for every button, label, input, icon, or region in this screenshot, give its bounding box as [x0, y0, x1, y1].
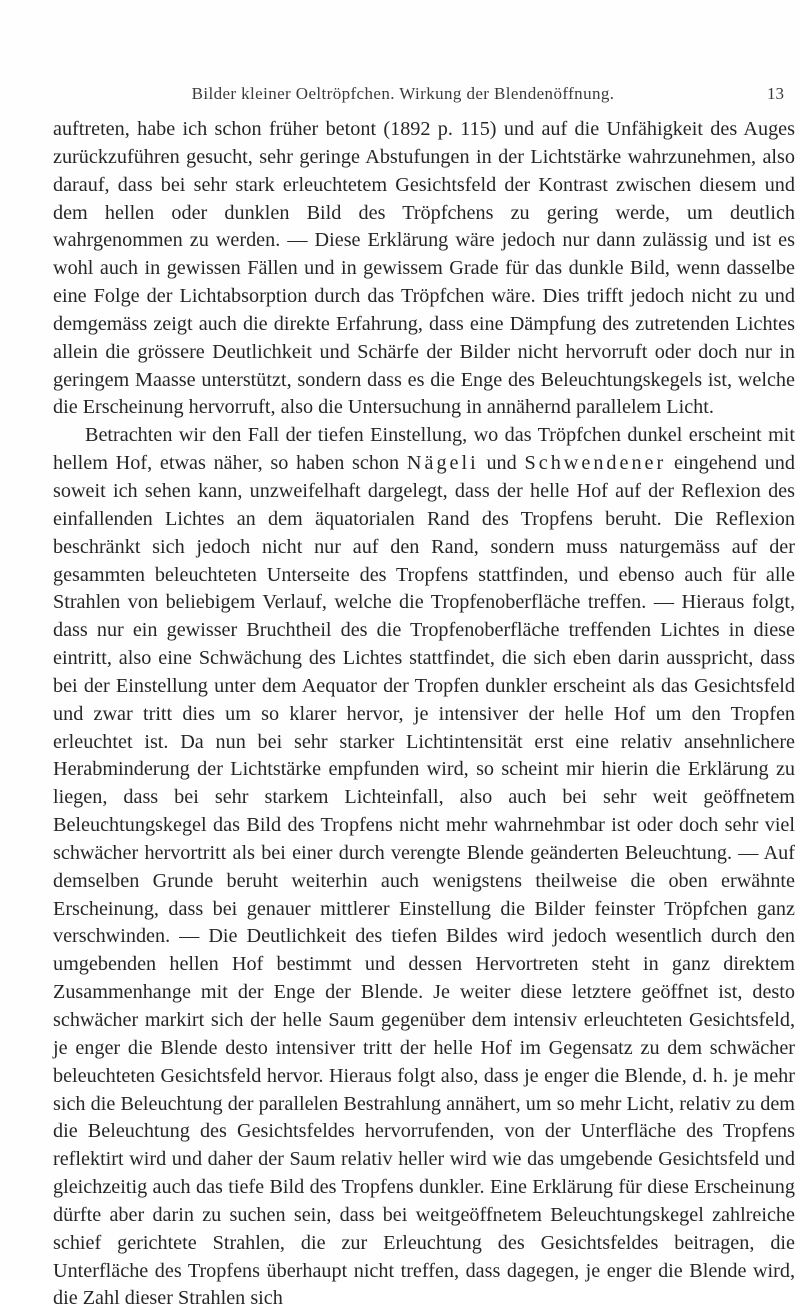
- body-text: [53, 116, 795, 1313]
- paragraph-text: und: [478, 452, 525, 475]
- running-title: Bilder kleiner Oeltröpfchen. Wirkung der Blendenöffnung.: [191, 84, 615, 103]
- paragraph-2: [53, 422, 795, 1313]
- author-name-schwendener: Schwendener: [524, 452, 667, 475]
- paragraph-1: [53, 116, 795, 422]
- paragraph-text: Betrachten wir den Fall der tiefen Einstellung, wo das Tröpfchen dunkel erscheint mit hellem Hof, etwas näher, so haben schon: [53, 424, 795, 475]
- page-number: 13: [767, 84, 784, 103]
- paragraph-text: eingehend und soweit ich sehen kann, unzweifelhaft dargelegt, dass der helle Hof auf der Reflexion des einfallenden Lichtes an dem äquatorialen Rand des Tropfens beruht. Die Reflexion beschränkt sich jedoch nicht nur auf den Rand, sondern muss naturgemäss auf der gesammten beleuchteten Unterseite des Tropfens stattfinden, und ebenso auch für alle Strahlen von beliebigem Verlauf, welche die Tropfenoberfläche treffen. — Hieraus folgt, dass nur ein gewisser Bruchtheil des die Tropfenoberfläche treffenden Lichtes in diese eintritt, also eine Schwächung des Lichtes stattfindet, die sich eben darin ausspricht, dass bei der Einstellung unter dem Aequator der Tropfen dunkler erscheint als das Gesichtsfeld und zwar tritt dies um so klarer hervor, je intensiver der helle Hof um den Tropfen erleuchtet ist. Da nun bei sehr starker Lichtintensität erst eine relativ ansehnlichere Herabminderung der Lichtstärke empfunden wird, so scheint mir hierin die Erklärung zu liegen, dass bei sehr starkem Lichteinfall, also auch bei sehr weit geöffnetem Beleuchtungskegel das Bild des Tropfens nicht mehr wahrnehmbar ist oder doch sehr viel schwächer hervortritt als bei einer durch verengte Blende geänderten Beleuchtung. — Auf demselben Grunde beruht weiterhin auch wenigstens theilweise die oben erwähnte Erscheinung, dass bei genauer mittlerer Einstellung die Bilder feinster Tröpfchen ganz verschwinden. — Die Deutlichkeit des tiefen Bildes wird jedoch wesentlich durch den umgebenden hellen Hof bestimmt und dessen Hervortreten steht in ganz direktem Zusammenhange mit der Enge der Blende. Je weiter diese letztere geöffnet ist, desto schwächer markirt sich der helle Saum gegenüber dem intensiv erleuchteten Gesichtsfeld, je enger die Blende desto intensiver tritt der helle Hof im Gegensatz zu dem schwächer beleuchteten Gesichtsfeld hervor. Hieraus folgt also, dass je enger die Blende, d. h. je mehr sich die Beleuchtung der parallelen Bestrahlung annähert, um so mehr Licht, relativ zu dem die Beleuchtung des Gesichtsfeldes hervorrufenden, von der Unterfläche des Tropfens reflektirt wird und daher der Saum relativ heller wird wie das umgebende Gesichtsfeld und gleichzeitig auch das tiefe Bild des Tropfens dunkler. Eine Erklärung für diese Erscheinung dürfte aber darin zu suchen sein, dass bei weitgeöffnetem Beleuchtungskegel zahlreiche schief gerichtete Strahlen, die zur Erleuchtung des Gesichtsfeldes beitragen, die Unterfläche des Tropfens überhaupt nicht treffen, dass dagegen, je enger die Blende wird, die Zahl dieser Strahlen sich: [53, 452, 795, 1310]
- paragraph-text: auftreten, habe ich schon früher betont (1892 p. 115) und auf die Unfähigkeit des Auges zurückzuführen gesucht, sehr geringe Abstufungen in der Lichtstärke wahrzunehmen, also darauf, dass bei sehr stark erleuchtetem Gesichtsfeld der Kontrast zwischen diesem und dem hellen oder dunklen Bild des Tröpfchens zu gering werde, um deutlich wahrgenommen zu werden. — Diese Erklärung wäre jedoch nur dann zulässig und ist es wohl auch in gewissen Fällen und in gewissem Grade für das dunkle Bild, wenn dasselbe eine Folge der Lichtabsorption durch das Tröpfchen wäre. Dies trifft jedoch nicht zu und demgemäss zeigt auch die direkte Erfahrung, dass eine Dämpfung des zutretenden Lichtes allein die grössere Deutlichkeit und Schärfe der Bilder nicht hervorruft oder doch nur in geringem Maasse unterstützt, sondern dass es die Enge des Beleuchtungskegels ist, welche die Erscheinung hervorruft, also die Untersuchung in annähernd parallelem Licht.: [53, 118, 795, 419]
- running-header: [56, 84, 790, 106]
- author-name-naegeli: Nägeli: [406, 452, 479, 475]
